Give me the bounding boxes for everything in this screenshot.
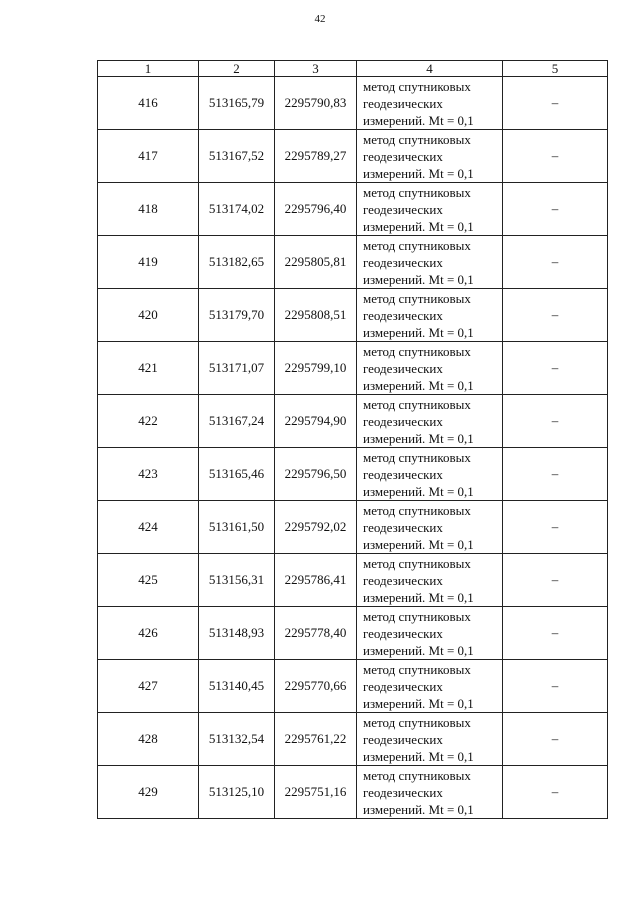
method-line-1: метод спутниковых xyxy=(363,131,471,147)
table-row xyxy=(98,448,608,501)
note-cell: – xyxy=(503,766,608,819)
method-cell xyxy=(357,342,503,395)
y-coordinate-cell: 2295789,27 xyxy=(275,130,357,183)
method-line-3: измерений. Mt = 0,1 xyxy=(363,218,474,234)
x-coordinate-cell: 513182,65 xyxy=(199,236,275,289)
method-cell xyxy=(357,77,503,130)
point-number-cell: 417 xyxy=(98,130,199,183)
method-line-2: геодезических xyxy=(363,731,443,747)
method-cell xyxy=(357,607,503,660)
method-line-2: геодезических xyxy=(363,519,443,535)
x-coordinate-cell: 513125,10 xyxy=(199,766,275,819)
method-line-2: геодезических xyxy=(363,360,443,376)
table-row xyxy=(98,554,608,607)
method-line-3: измерений. Mt = 0,1 xyxy=(363,112,474,128)
x-coordinate-cell: 513161,50 xyxy=(199,501,275,554)
note-cell: – xyxy=(503,660,608,713)
method-line-3: измерений. Mt = 0,1 xyxy=(363,271,474,287)
table-header xyxy=(98,61,608,77)
y-coordinate-cell: 2295794,90 xyxy=(275,395,357,448)
method-line-3: измерений. Mt = 0,1 xyxy=(363,165,474,181)
method-line-1: метод спутниковых xyxy=(363,449,471,465)
method-cell xyxy=(357,766,503,819)
header-col-5: 5 xyxy=(503,61,608,77)
method-line-1: метод спутниковых xyxy=(363,343,471,359)
method-line-2: геодезических xyxy=(363,784,443,800)
table-row xyxy=(98,130,608,183)
method-line-2: геодезических xyxy=(363,413,443,429)
y-coordinate-cell: 2295751,16 xyxy=(275,766,357,819)
x-coordinate-cell: 513179,70 xyxy=(199,289,275,342)
method-line-3: измерений. Mt = 0,1 xyxy=(363,589,474,605)
method-line-3: измерений. Mt = 0,1 xyxy=(363,642,474,658)
note-cell: – xyxy=(503,236,608,289)
point-number-cell: 416 xyxy=(98,77,199,130)
table-row xyxy=(98,713,608,766)
table-row xyxy=(98,77,608,130)
method-cell xyxy=(357,289,503,342)
table-row xyxy=(98,236,608,289)
table-row xyxy=(98,395,608,448)
note-cell: – xyxy=(503,607,608,660)
method-line-1: метод спутниковых xyxy=(363,661,471,677)
method-line-2: геодезических xyxy=(363,201,443,217)
method-line-3: измерений. Mt = 0,1 xyxy=(363,748,474,764)
y-coordinate-cell: 2295796,50 xyxy=(275,448,357,501)
point-number-cell: 423 xyxy=(98,448,199,501)
x-coordinate-cell: 513156,31 xyxy=(199,554,275,607)
table-row xyxy=(98,183,608,236)
method-line-1: метод спутниковых xyxy=(363,184,471,200)
method-line-3: измерений. Mt = 0,1 xyxy=(363,430,474,446)
y-coordinate-cell: 2295808,51 xyxy=(275,289,357,342)
table-body xyxy=(98,77,608,819)
note-cell: – xyxy=(503,183,608,236)
method-cell xyxy=(357,501,503,554)
point-number-cell: 427 xyxy=(98,660,199,713)
note-cell: – xyxy=(503,554,608,607)
y-coordinate-cell: 2295799,10 xyxy=(275,342,357,395)
header-col-1: 1 xyxy=(98,61,199,77)
method-line-2: геодезических xyxy=(363,572,443,588)
x-coordinate-cell: 513165,79 xyxy=(199,77,275,130)
point-number-cell: 419 xyxy=(98,236,199,289)
method-line-1: метод спутниковых xyxy=(363,555,471,571)
table-row xyxy=(98,766,608,819)
x-coordinate-cell: 513132,54 xyxy=(199,713,275,766)
table-row xyxy=(98,607,608,660)
method-line-1: метод спутниковых xyxy=(363,290,471,306)
header-col-3: 3 xyxy=(275,61,357,77)
method-cell xyxy=(357,713,503,766)
method-line-1: метод спутниковых xyxy=(363,237,471,253)
method-line-3: измерений. Mt = 0,1 xyxy=(363,801,474,817)
note-cell: – xyxy=(503,342,608,395)
note-cell: – xyxy=(503,395,608,448)
method-line-2: геодезических xyxy=(363,254,443,270)
x-coordinate-cell: 513174,02 xyxy=(199,183,275,236)
method-cell xyxy=(357,395,503,448)
point-number-cell: 425 xyxy=(98,554,199,607)
note-cell: – xyxy=(503,77,608,130)
method-line-3: измерений. Mt = 0,1 xyxy=(363,377,474,393)
header-col-4: 4 xyxy=(357,61,503,77)
method-line-3: измерений. Mt = 0,1 xyxy=(363,536,474,552)
table-row xyxy=(98,501,608,554)
method-line-1: метод спутниковых xyxy=(363,608,471,624)
point-number-cell: 429 xyxy=(98,766,199,819)
method-line-3: измерений. Mt = 0,1 xyxy=(363,695,474,711)
method-cell xyxy=(357,183,503,236)
x-coordinate-cell: 513167,52 xyxy=(199,130,275,183)
note-cell: – xyxy=(503,448,608,501)
method-line-2: геодезических xyxy=(363,95,443,111)
method-line-3: измерений. Mt = 0,1 xyxy=(363,483,474,499)
x-coordinate-cell: 513140,45 xyxy=(199,660,275,713)
table-row xyxy=(98,289,608,342)
method-line-1: метод спутниковых xyxy=(363,767,471,783)
point-number-cell: 420 xyxy=(98,289,199,342)
method-cell xyxy=(357,554,503,607)
method-cell xyxy=(357,130,503,183)
method-line-2: геодезических xyxy=(363,678,443,694)
y-coordinate-cell: 2295786,41 xyxy=(275,554,357,607)
method-line-1: метод спутниковых xyxy=(363,502,471,518)
method-cell xyxy=(357,236,503,289)
method-line-1: метод спутниковых xyxy=(363,396,471,412)
point-number-cell: 422 xyxy=(98,395,199,448)
note-cell: – xyxy=(503,130,608,183)
y-coordinate-cell: 2295805,81 xyxy=(275,236,357,289)
method-cell xyxy=(357,448,503,501)
page-number: 42 xyxy=(314,13,326,25)
header-col-2: 2 xyxy=(199,61,275,77)
point-number-cell: 428 xyxy=(98,713,199,766)
coordinates-table xyxy=(97,60,608,819)
y-coordinate-cell: 2295778,40 xyxy=(275,607,357,660)
y-coordinate-cell: 2295770,66 xyxy=(275,660,357,713)
point-number-cell: 418 xyxy=(98,183,199,236)
point-number-cell: 424 xyxy=(98,501,199,554)
y-coordinate-cell: 2295796,40 xyxy=(275,183,357,236)
method-line-2: геодезических xyxy=(363,466,443,482)
x-coordinate-cell: 513148,93 xyxy=(199,607,275,660)
note-cell: – xyxy=(503,501,608,554)
note-cell: – xyxy=(503,289,608,342)
point-number-cell: 426 xyxy=(98,607,199,660)
method-line-2: геодезических xyxy=(363,148,443,164)
x-coordinate-cell: 513165,46 xyxy=(199,448,275,501)
y-coordinate-cell: 2295792,02 xyxy=(275,501,357,554)
method-line-1: метод спутниковых xyxy=(363,714,471,730)
header-row xyxy=(98,61,608,77)
y-coordinate-cell: 2295790,83 xyxy=(275,77,357,130)
x-coordinate-cell: 513171,07 xyxy=(199,342,275,395)
x-coordinate-cell: 513167,24 xyxy=(199,395,275,448)
method-line-3: измерений. Mt = 0,1 xyxy=(363,324,474,340)
point-number-cell: 421 xyxy=(98,342,199,395)
method-line-1: метод спутниковых xyxy=(363,78,471,94)
table-row xyxy=(98,660,608,713)
method-line-2: геодезических xyxy=(363,307,443,323)
note-cell: – xyxy=(503,713,608,766)
y-coordinate-cell: 2295761,22 xyxy=(275,713,357,766)
method-line-2: геодезических xyxy=(363,625,443,641)
table-row xyxy=(98,342,608,395)
method-cell xyxy=(357,660,503,713)
